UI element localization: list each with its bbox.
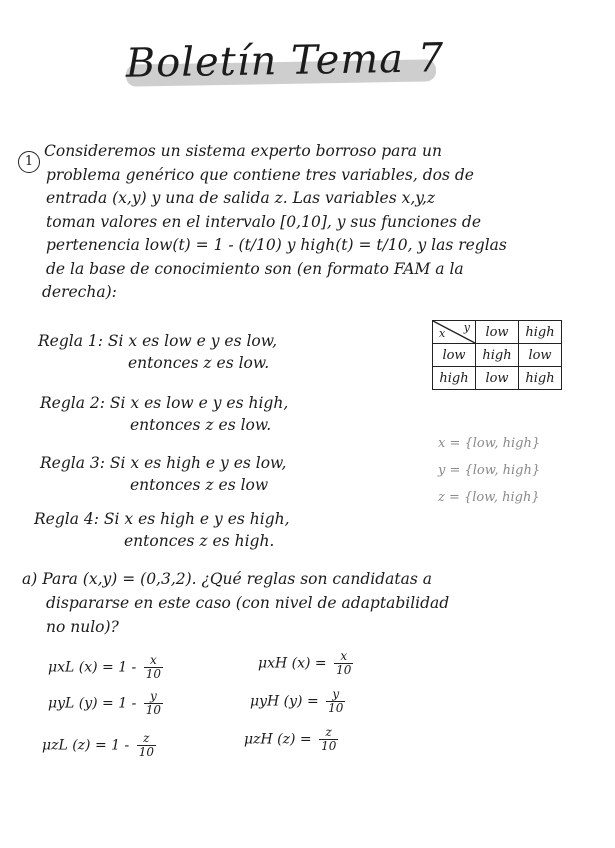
rule-condition: Si x es high e y es low, (109, 454, 287, 472)
statement-line: derecha): (42, 283, 117, 301)
rule-consequent: entonces z es low. (130, 416, 272, 434)
statement-line: Consideremos un sistema experto borroso para un (44, 142, 442, 160)
rule-consequent: entonces z es high. (124, 532, 275, 550)
rule-label: Regla 2: (40, 394, 105, 412)
rule-label: Regla 4: (34, 510, 99, 528)
rule-label: Regla 1: (38, 332, 103, 350)
fam-corner-row-var: x (439, 327, 446, 340)
fam-row-header: low (433, 344, 476, 367)
rule-condition: Si x es high e y es high, (103, 510, 290, 528)
set-z: z = {low, high} (438, 490, 540, 505)
rule-3 (40, 452, 286, 496)
page-title: Boletín Tema 7 (125, 35, 445, 87)
fam-corner-col-var: y (463, 321, 470, 334)
formula-mu-z-low: μzL (z) = 1 - $\frac{z}{10}$ (42, 731, 154, 759)
variable-sets (438, 430, 540, 511)
question-line: Para (x,y) = (0,3,2). ¿Qué reglas son candidatas a (42, 570, 432, 588)
formula-mu-y-low: μyL (y) = 1 - $\frac{y}{10}$ (48, 689, 162, 717)
fam-table (432, 320, 562, 390)
question-line: dispararse en este caso (con nivel de adaptabilidad (46, 594, 450, 612)
problem-number: 1 (18, 151, 40, 173)
set-x: x = {low, high} (438, 436, 541, 451)
question-marker: a) (22, 570, 38, 588)
problem-statement (40, 140, 605, 305)
statement-line: problema genérico que contiene tres variables, dos de (46, 165, 474, 184)
set-y: y = {low, high} (438, 463, 541, 478)
fraction: $\frac{z}{10}$ (138, 731, 154, 759)
fam-col-header: low (476, 321, 519, 344)
fraction: $\frac{y}{10}$ (145, 689, 162, 717)
fam-cell: low (476, 367, 519, 390)
rule-1 (38, 330, 277, 374)
rule-4 (34, 508, 290, 552)
fraction: $\frac{y}{10}$ (328, 687, 344, 715)
fraction: $\frac{x}{10}$ (145, 653, 162, 681)
fam-corner-cell (433, 321, 476, 344)
rule-consequent: entonces z es low (130, 476, 269, 494)
statement-line: pertenencia low(t) = 1 - (t/10) y high(t) = t/10, y las reglas (46, 236, 507, 254)
fraction: $\frac{x}{10}$ (336, 649, 352, 677)
statement-line: toman valores en el intervalo [0,10], y sus funciones de (46, 212, 482, 231)
formula-mu-z-high: μzH (z) = $\frac{z}{10}$ (244, 725, 337, 753)
rule-label: Regla 3: (40, 454, 105, 472)
statement-line: de la base de conocimiento son (en formato FAM a la (46, 259, 464, 278)
fraction: $\frac{z}{10}$ (321, 725, 337, 753)
fam-cell: high (519, 367, 562, 390)
title-block (120, 36, 450, 96)
fam-col-header: high (519, 321, 562, 344)
formula-mu-y-high: μyH (y) = $\frac{y}{10}$ (250, 687, 344, 715)
fam-cell: low (519, 344, 562, 367)
rule-consequent: entonces z es low. (128, 354, 270, 372)
statement-line: entrada (x,y) y una de salida z. Las variables x,y,z (46, 189, 436, 207)
formula-mu-x-high: μxH (x) = $\frac{x}{10}$ (258, 649, 352, 677)
question-line: no nulo)? (46, 618, 119, 636)
rule-condition: Si x es low e y es low, (107, 332, 278, 350)
rule-condition: Si x es low e y es high, (109, 394, 289, 412)
formula-mu-x-low: μxL (x) = 1 - $\frac{x}{10}$ (48, 653, 162, 681)
question-a (22, 567, 602, 639)
fam-cell: high (476, 344, 519, 367)
fam-row-header: high (433, 367, 476, 390)
rule-2 (40, 392, 288, 436)
